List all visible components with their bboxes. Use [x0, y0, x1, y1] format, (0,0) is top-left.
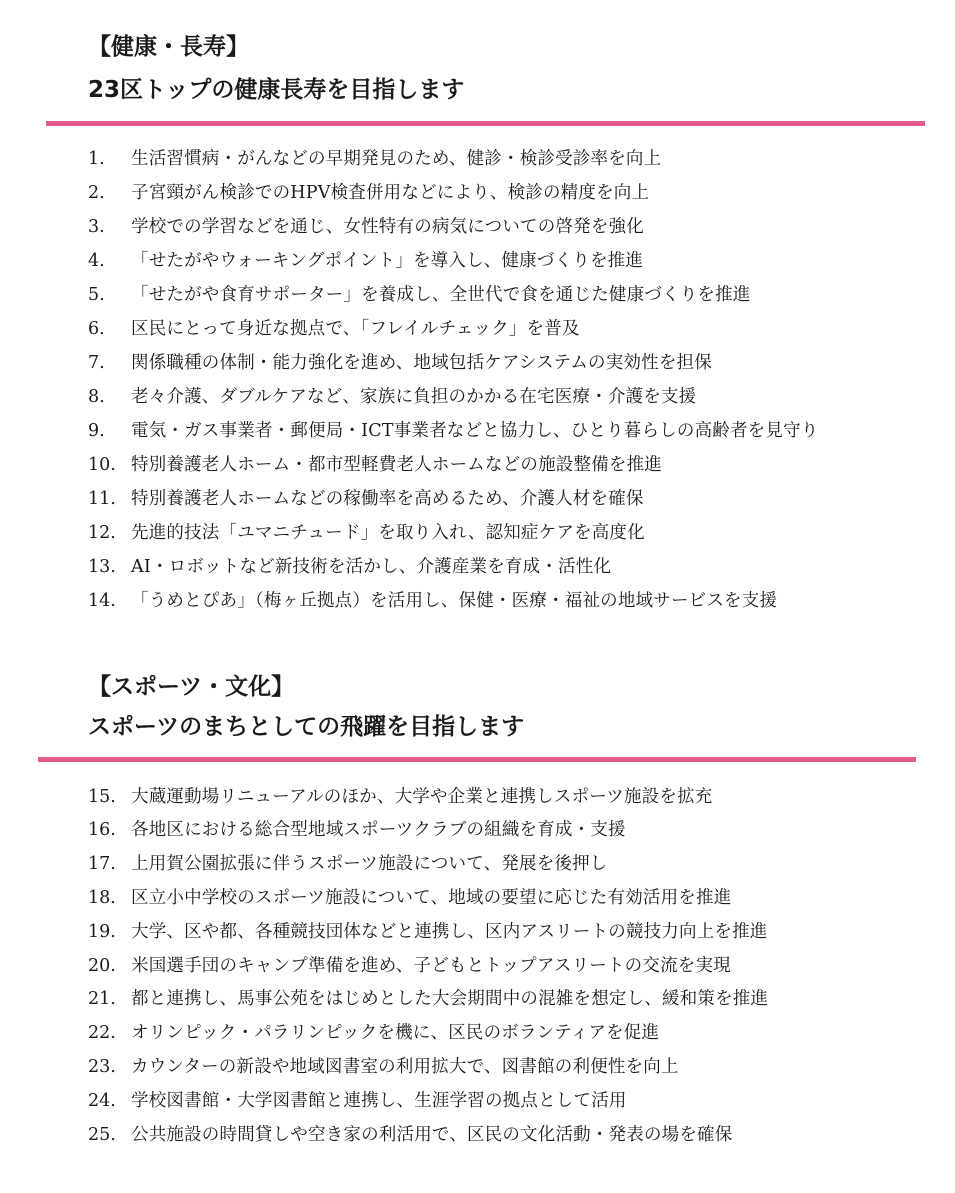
item-number: 9. — [88, 421, 105, 441]
item-text: 区民にとって身近な拠点で、「フレイルチェック」を普及 — [131, 319, 580, 339]
item-number: 17. — [88, 854, 116, 874]
item-number: 8. — [88, 387, 105, 407]
list-item — [0, 382, 955, 412]
section-tag: 【スポーツ・文化】 — [88, 674, 295, 700]
item-number: 6. — [88, 319, 105, 339]
item-text: 公共施設の時間貸しや空き家の利活用で、区民の文化活動・発表の場を確保 — [131, 1125, 733, 1145]
item-number: 5. — [88, 285, 105, 305]
item-text: 「せたがやウォーキングポイント」を導入し、健康づくりを推進 — [131, 251, 644, 271]
list-item — [0, 984, 955, 1014]
item-text: 生活習慣病・がんなどの早期発見のため、健診・検診受診率を向上 — [131, 149, 662, 169]
item-text: AI・ロボットなど新技術を活かし、介護産業を育成・活性化 — [131, 557, 612, 577]
section-divider — [46, 121, 925, 126]
section-divider — [38, 757, 916, 762]
list-item — [0, 348, 955, 378]
item-text: カウンターの新設や地域図書室の利用拡大で、図書館の利便性を向上 — [131, 1057, 679, 1077]
list-item — [0, 314, 955, 344]
item-number: 18. — [88, 888, 116, 908]
item-number: 4. — [88, 251, 105, 271]
section-tag: 【健康・長寿】 — [88, 34, 249, 60]
item-text: 大学、区や都、各種競技団体などと連携し、区内アスリートの競技力向上を推進 — [131, 922, 768, 942]
item-text: 「せたがや食育サポーター」を養成し、全世代で食を通じた健康づくりを推進 — [131, 285, 751, 305]
item-number: 24. — [88, 1091, 116, 1111]
list-item — [0, 917, 955, 947]
item-number: 11. — [88, 489, 116, 509]
list-item — [0, 586, 955, 616]
list-item — [0, 782, 955, 812]
item-text: 「うめとぴあ」（梅ヶ丘拠点）を活用し、保健・医療・福祉の地域サービスを支援 — [131, 591, 778, 611]
list-item — [0, 815, 955, 845]
item-number: 1. — [88, 149, 105, 169]
list-item — [0, 212, 955, 242]
item-number: 14. — [88, 591, 116, 611]
item-text: 先進的技法「ユマニチュード」を取り入れ、認知症ケアを高度化 — [131, 523, 645, 543]
list-item — [0, 1086, 955, 1116]
list-item — [0, 246, 955, 276]
item-number: 25. — [88, 1125, 116, 1145]
item-text: 特別養護老人ホーム・都市型軽費老人ホームなどの施設整備を推進 — [131, 455, 662, 475]
item-text: オリンピック・パラリンピックを機に、区民のボランティアを促進 — [131, 1023, 660, 1043]
item-number: 7. — [88, 353, 105, 373]
item-number: 20. — [88, 956, 116, 976]
list-item — [0, 450, 955, 480]
item-text: 各地区における総合型地域スポーツクラブの組織を育成・支援 — [131, 820, 626, 840]
list-item — [0, 1018, 955, 1048]
item-number: 19. — [88, 922, 116, 942]
list-item — [0, 484, 955, 514]
list-item — [0, 552, 955, 582]
item-number: 13. — [88, 557, 116, 577]
list-item — [0, 951, 955, 981]
item-number: 12. — [88, 523, 116, 543]
item-number: 10. — [88, 455, 116, 475]
item-number: 22. — [88, 1023, 116, 1043]
item-text: 老々介護、ダブルケアなど、家族に負担のかかる在宅医療・介護を支援 — [131, 387, 697, 407]
list-item — [0, 1052, 955, 1082]
item-number: 21. — [88, 989, 116, 1009]
list-item — [0, 883, 955, 913]
item-number: 2. — [88, 183, 105, 203]
list-item — [0, 1120, 955, 1150]
item-text: 大蔵運動場リニューアルのほか、大学や企業と連携しスポーツ施設を拡充 — [131, 787, 713, 807]
item-number: 15. — [88, 787, 116, 807]
item-text: 都と連携し、馬事公苑をはじめとした大会期間中の混雑を想定し、緩和策を推進 — [131, 989, 769, 1009]
list-item — [0, 849, 955, 879]
list-item — [0, 280, 955, 310]
item-text: 区立小中学校のスポーツ施設について、地域の要望に応じた有効活用を推進 — [131, 888, 732, 908]
item-text: 米国選手団のキャンプ準備を進め、子どもとトップアスリートの交流を実現 — [131, 956, 731, 976]
item-text: 子宮頸がん検診でのHPV検査併用などにより、検診の精度を向上 — [131, 183, 650, 203]
item-text: 上用賀公園拡張に伴うスポーツ施設について、発展を後押し — [131, 854, 608, 874]
item-text: 特別養護老人ホームなどの稼働率を高めるため、介護人材を確保 — [131, 489, 644, 509]
item-text: 関係職種の体制・能力強化を進め、地域包括ケアシステムの実効性を担保 — [131, 353, 712, 373]
list-item — [0, 178, 955, 208]
section-heading: 23区トップの健康長寿を目指します — [88, 77, 465, 103]
list-item — [0, 416, 955, 446]
item-text: 電気・ガス事業者・郵便局・ICT事業者などと協力し、ひとり暮らしの高齢者を見守り — [131, 421, 819, 441]
item-text: 学校での学習などを通じ、女性特有の病気についての啓発を強化 — [131, 217, 644, 237]
item-number: 23. — [88, 1057, 116, 1077]
section-heading: スポーツのまちとしての飛躍を目指します — [88, 714, 525, 740]
list-item — [0, 518, 955, 548]
item-number: 3. — [88, 217, 105, 237]
item-text: 学校図書館・大学図書館と連携し、生涯学習の拠点として活用 — [131, 1091, 627, 1111]
list-item — [0, 144, 955, 174]
item-number: 16. — [88, 820, 116, 840]
